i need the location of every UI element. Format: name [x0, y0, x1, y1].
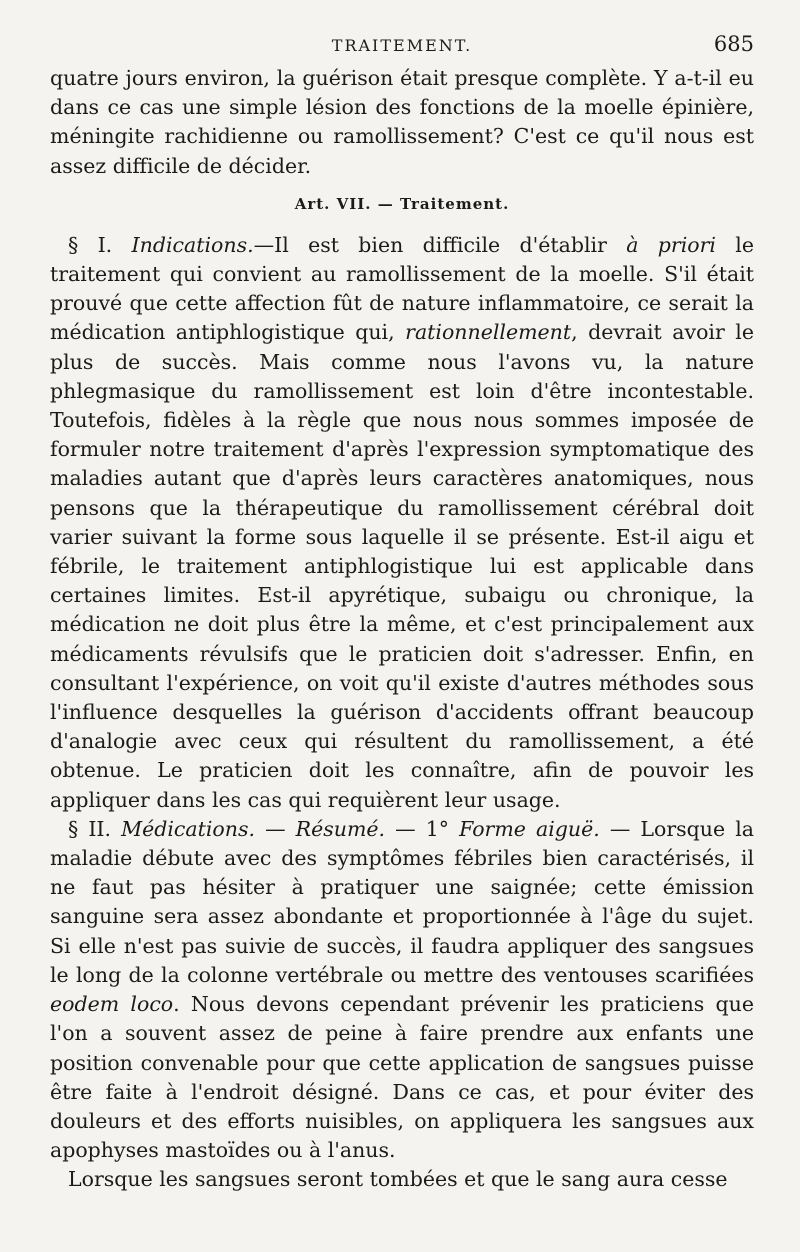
italic-phrase: eodem loco [50, 992, 174, 1017]
italic-phrase: rationnellement [405, 320, 572, 345]
article-heading: Art. VII. — Traitement. [294, 194, 510, 213]
summary-label: Résumé. [295, 816, 386, 841]
form-label: Forme aiguë. [459, 816, 600, 841]
paragraph-continuation: quatre jours environ, la guérison était presque complète. Y a-t-il eu dans ce cas une simple lésion des fonctions de la moelle épinière, méningite rachidienne ou ramollissement? C'est ce qu'il nous est assez difficile de décider. [50, 66, 754, 178]
section-text: —Il est bien difficile d'établir [253, 232, 627, 257]
section-text: . Nous devons cependant prévenir les praticiens que l'on a souvent assez de peine à faire prendre aux enfants une position convenable pour que cette application de sangsues puisse être faite à l'endroit désigné. Dans ce cas, et pour éviter des douleurs et des efforts nuisibles, on appliquera les sangsues aux apophyses mastoïdes ou à l'anus. [50, 992, 754, 1163]
section-dash: — 1° [385, 816, 460, 841]
running-head [50, 30, 754, 64]
section-indications [50, 231, 754, 815]
section-text: — Lorsque la maladie débute avec des symptômes fébriles bien caractérisés, il ne faut pas hésiter à pratiquer une saignée; cette émission sanguine sera assez abondante et proportionnée à l'âge du sujet. Si elle n'est pas suivie de succès, il faudra appliquer des sangsues le long de la colonne vertébrale ou mettre des ventouses scarifiées [50, 816, 754, 987]
section-number: § I. [68, 232, 113, 257]
section-medications [50, 815, 754, 1165]
section-dash: — [255, 816, 296, 841]
section-text: , devrait avoir le plus de succès. Mais comme nous l'avons vu, la nature phlegmasique du ramollissement est loin d'être incontestable. Toutefois, fidèles à la règle que nous nous sommes imposée de formuler notre traitement d'après l'expression symptomatique des maladies autant que d'après leurs caractères anatomiques, nous pensons que la thérapeutique du ramollissement cérébral doit varier suivant la forme sous laquelle il se présente. Est-il aigu et fébrile, le traitement antiphlogistique lui est applicable dans certaines limites. Est-il apyrétique, subaigu ou chronique, la médication ne doit plus être la même, et c'est principalement aux médicaments révulsifs que le praticien doit s'adresser. Enfin, en consultant l'expérience, on voit qu'il existe d'autres méthodes sous l'influence desquelles la guérison d'accidents offrant beaucoup d'analogie avec ceux qui résultent du ramollissement, a été obtenue. Le praticien doit les connaître, afin de pouvoir les appliquer dans les cas qui requièrent leur usage. [50, 320, 754, 812]
paragraph-last: Lorsque les sangsues seront tombées et que le sang aura cesse [68, 1167, 728, 1192]
page-number: 685 [713, 32, 754, 56]
running-title: TRAITEMENT. [331, 36, 473, 55]
section-label: Indications. [131, 232, 254, 257]
italic-phrase: à priori [626, 232, 716, 257]
section-text: le traitement qui convient au ramollissement de la moelle. S'il était prouvé que cette affection fût de nature inflammatoire, ce serait la médication antiphlogistique qui, [50, 232, 754, 345]
section-number: § II. [68, 816, 112, 841]
section-label: Médications. [121, 816, 256, 841]
